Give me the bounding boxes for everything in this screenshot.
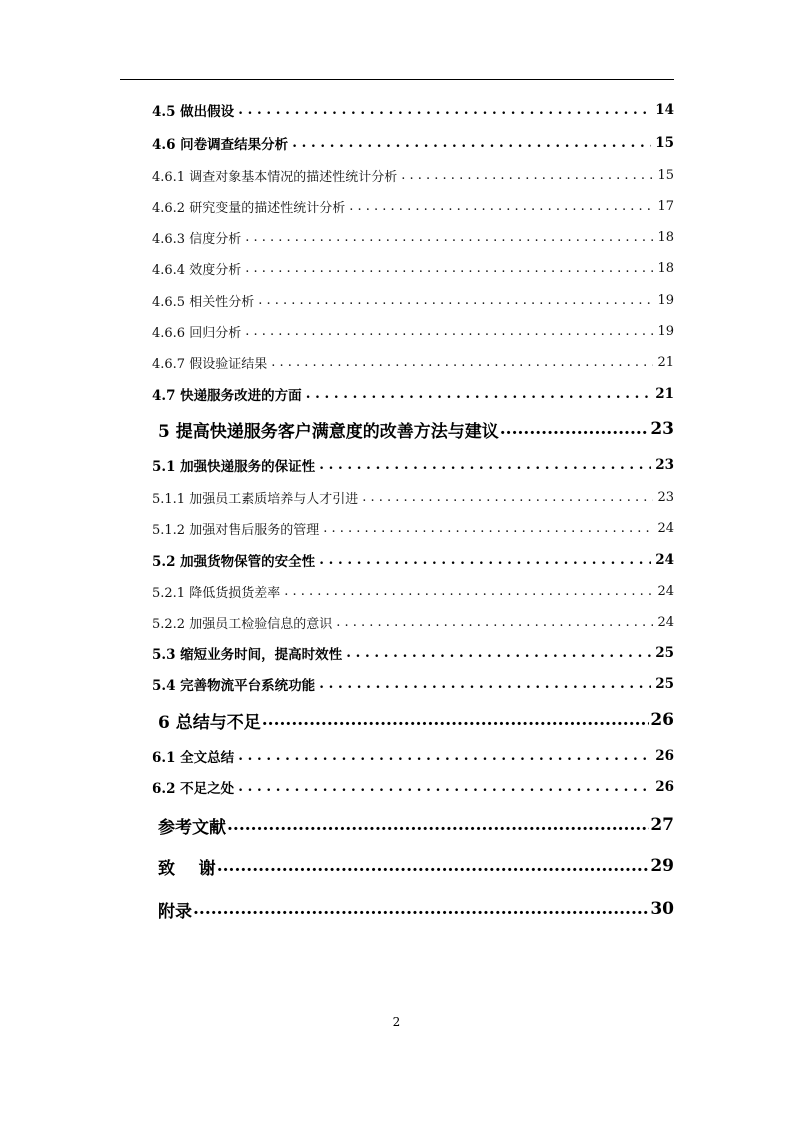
toc-entry[interactable] (152, 286, 674, 314)
dot-leader (306, 386, 652, 402)
dot-leader (346, 645, 651, 661)
dot-leader (217, 856, 650, 876)
toc-entry[interactable] (152, 670, 674, 698)
toc-entry-page: 17 (657, 198, 674, 214)
toc-entry-label: 附录 (158, 901, 192, 922)
dot-leader (336, 615, 653, 630)
toc-entry-label: 4.6.7 假设验证结果 (152, 356, 268, 372)
toc-entry-label: 4.6 问卷调查结果分析 (152, 137, 289, 153)
dot-leader (323, 521, 653, 536)
toc-entry-label: 5.1 加强快递服务的保证性 (152, 459, 316, 475)
toc-entry-label: 5.3 缩短业务时间，提高时效性 (152, 647, 343, 663)
toc-entry[interactable] (152, 192, 674, 220)
dot-leader (319, 457, 651, 473)
dot-leader (500, 419, 650, 439)
dot-leader (401, 168, 653, 183)
dot-leader (362, 490, 653, 505)
toc-entry-page: 15 (655, 135, 674, 151)
toc-entry-label: 5.2 加强货物保管的安全性 (152, 554, 316, 570)
toc-entry-label: 6.2 不足之处 (152, 781, 235, 797)
dot-leader (319, 676, 651, 692)
dot-leader (238, 102, 651, 118)
toc-entry-page: 23 (655, 457, 674, 473)
toc-entry-page: 18 (657, 260, 674, 276)
toc-entry[interactable] (152, 96, 674, 124)
toc-entry-label: 4.6.4 效度分析 (152, 262, 242, 278)
toc-entry[interactable] (152, 483, 674, 511)
toc-chapter[interactable] (152, 892, 674, 926)
toc-entry[interactable] (152, 546, 674, 574)
toc-entry-label: 5.1.2 加强对售后服务的管理 (152, 522, 320, 538)
dot-leader (349, 199, 653, 214)
toc-entry-page: 21 (657, 354, 674, 370)
toc-entry[interactable] (152, 223, 674, 251)
toc-entry-page: 14 (655, 102, 674, 118)
toc-entry-label: 4.5 做出假设 (152, 104, 235, 120)
dot-leader (245, 230, 653, 245)
toc-entry[interactable] (152, 514, 674, 542)
toc-entry-page: 19 (657, 292, 674, 308)
toc-entry-label: 致 谢 (158, 858, 216, 879)
dot-leader (258, 293, 653, 308)
toc-entry-label: 4.6.6 回归分析 (152, 325, 242, 341)
toc-chapter[interactable] (152, 849, 674, 883)
toc-entry[interactable] (152, 348, 674, 376)
toc-entry[interactable] (152, 129, 674, 157)
toc-entry[interactable] (152, 161, 674, 189)
toc-entry-page: 15 (657, 167, 674, 183)
dot-leader (262, 710, 650, 730)
toc-chapter[interactable] (152, 412, 674, 446)
toc-entry-page: 19 (657, 323, 674, 339)
toc-entry-page: 23 (650, 419, 674, 439)
dot-leader (271, 355, 653, 370)
toc-entry-page: 24 (657, 614, 674, 630)
toc-entry-label: 5.1.1 加强员工素质培养与人才引进 (152, 491, 359, 507)
toc-entry-label: 5.2.1 降低货损货差率 (152, 585, 281, 601)
toc-entry[interactable] (152, 639, 674, 667)
toc-entry-page: 24 (657, 583, 674, 599)
toc-entry-label: 参考文献 (158, 817, 226, 838)
toc-entry-page: 26 (650, 710, 674, 730)
toc-entry[interactable] (152, 254, 674, 282)
toc-entry[interactable] (152, 380, 674, 408)
toc-entry-label: 6 总结与不足 (158, 712, 261, 733)
toc-entry-label: 4.6.1 调查对象基本情况的描述性统计分析 (152, 169, 398, 185)
toc-entry-label: 4.6.2 研究变量的描述性统计分析 (152, 200, 346, 216)
toc-entry-label: 6.1 全文总结 (152, 750, 235, 766)
toc-entry-page: 21 (655, 386, 674, 402)
toc-chapter[interactable] (152, 703, 674, 737)
toc-entry-page: 24 (655, 552, 674, 568)
toc-entry[interactable] (152, 608, 674, 636)
dot-leader (319, 552, 651, 568)
page-number: 2 (392, 1015, 401, 1029)
dot-leader (227, 815, 649, 835)
toc-entry-page: 25 (655, 645, 674, 661)
toc-entry-page: 26 (655, 779, 674, 795)
toc-entry-page: 18 (657, 229, 674, 245)
toc-entry-page: 26 (655, 748, 674, 764)
dot-leader (193, 899, 649, 919)
dot-leader (245, 261, 653, 276)
toc-entry-label: 4.6.5 相关性分析 (152, 294, 255, 310)
toc-entry[interactable] (152, 773, 674, 801)
toc-entry-label: 5.2.2 加强员工检验信息的意识 (152, 616, 333, 632)
toc-entry-page: 29 (650, 856, 674, 876)
toc-entry-label: 5.4 完善物流平台系统功能 (152, 678, 316, 694)
toc-entry[interactable] (152, 577, 674, 605)
header-rule (120, 79, 674, 80)
dot-leader (238, 779, 651, 795)
toc-entry-label: 5 提高快递服务客户满意度的改善方法与建议 (158, 421, 499, 442)
dot-leader (238, 748, 651, 764)
toc-entry-label: 4.6.3 信度分析 (152, 231, 242, 247)
dot-leader (284, 584, 653, 599)
toc-entry[interactable] (152, 742, 674, 770)
toc-entry-page: 27 (650, 815, 674, 835)
toc-entry-page: 30 (650, 899, 674, 919)
toc-entry-label: 4.7 快递服务改进的方面 (152, 388, 302, 404)
toc-entry[interactable] (152, 451, 674, 479)
toc-entry-page: 25 (655, 676, 674, 692)
toc-entry[interactable] (152, 317, 674, 345)
dot-leader (245, 324, 653, 339)
toc-entry-page: 24 (657, 520, 674, 536)
toc-chapter[interactable] (152, 808, 674, 842)
toc-entry-page: 23 (657, 489, 674, 505)
dot-leader (292, 135, 651, 151)
